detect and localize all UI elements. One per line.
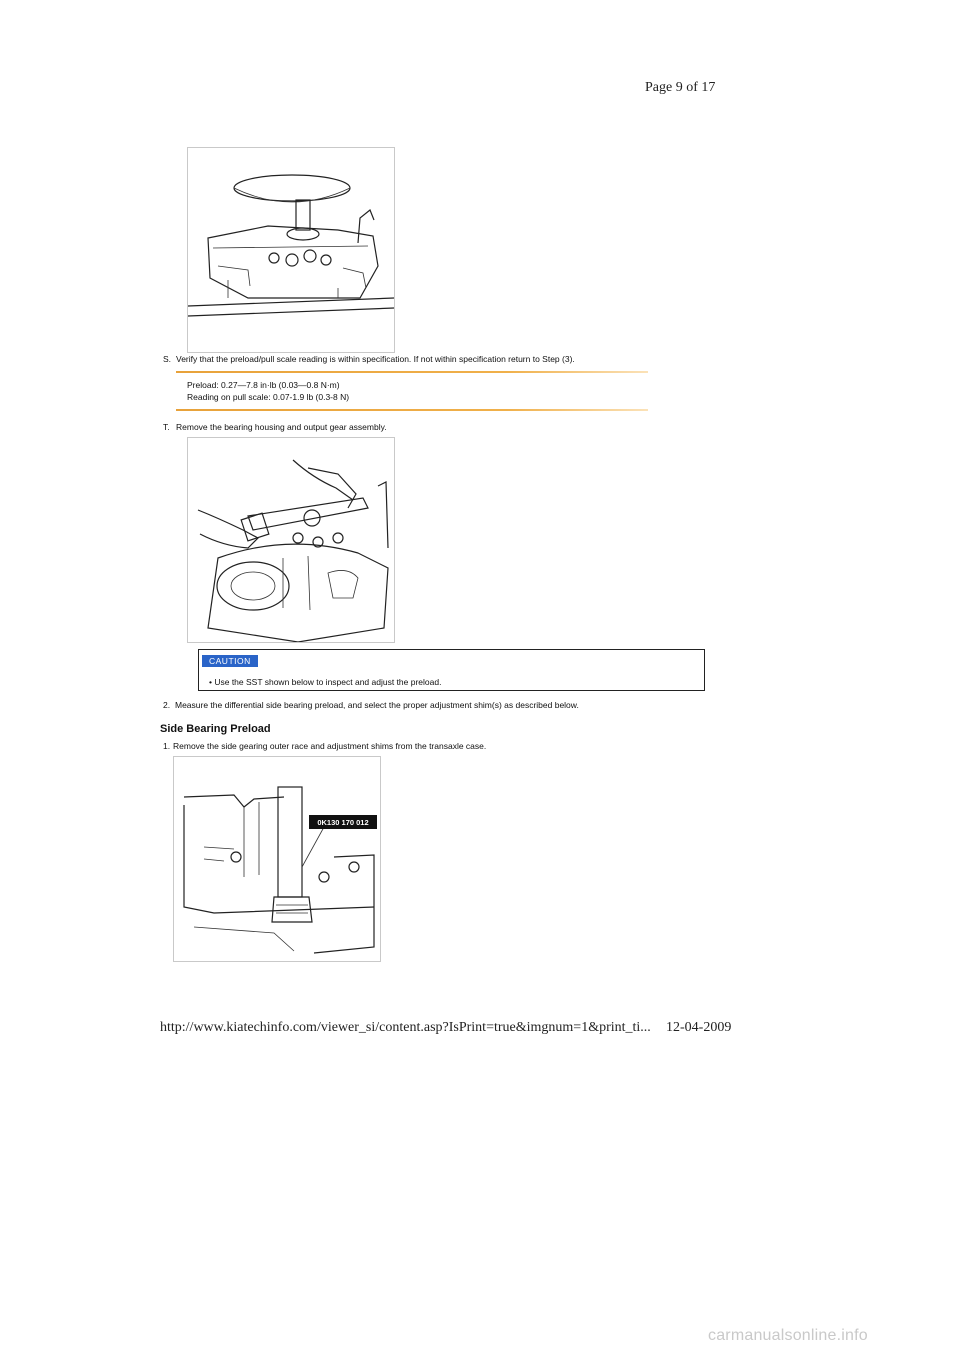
footer-date: 12-04-2009: [666, 1020, 732, 1035]
watermark: carmanualsonline.info: [708, 1327, 868, 1344]
figure-preload-measurement: [187, 147, 395, 353]
step-2-number: 2.: [163, 700, 171, 710]
step-s-letter: S.: [163, 354, 172, 364]
spec-preload: Preload: 0.27—7.8 in·lb (0.03—0.8 N·m): [187, 380, 340, 390]
step-t-letter: T.: [163, 422, 170, 432]
spec-divider-bottom: [176, 409, 648, 411]
step-t-text: Remove the bearing housing and output gear assembly.: [176, 422, 387, 432]
section-title: Side Bearing Preload: [160, 723, 271, 735]
spec-pull-scale: Reading on pull scale: 0.07-1.9 lb (0.3-8 N): [187, 392, 350, 402]
caution-badge: CAUTION: [202, 655, 258, 667]
footer-url: http://www.kiatechinfo.com/viewer_si/content.asp?IsPrint=true&imgnum=1&print_ti...: [160, 1020, 651, 1035]
figure-outer-race-removal: [173, 756, 381, 962]
step-s-text: Verify that the preload/pull scale reading is within specification. If not within specification return to Step (3).: [176, 354, 575, 364]
step-2-text: Measure the differential side bearing preload, and select the proper adjustment shim(s) as described below.: [175, 700, 579, 710]
spec-divider-top: [176, 371, 648, 373]
tool-label: 0K130 170 012: [317, 818, 369, 827]
step-1-number: 1.: [163, 741, 171, 751]
figure-remove-bearing-housing: [187, 437, 395, 643]
caution-box: [198, 649, 705, 691]
page-indicator: Page 9 of 17: [645, 80, 716, 95]
caution-text: • Use the SST shown below to inspect and adjust the preload.: [209, 677, 442, 687]
step-1-text: Remove the side gearing outer race and adjustment shims from the transaxle case.: [173, 741, 487, 751]
